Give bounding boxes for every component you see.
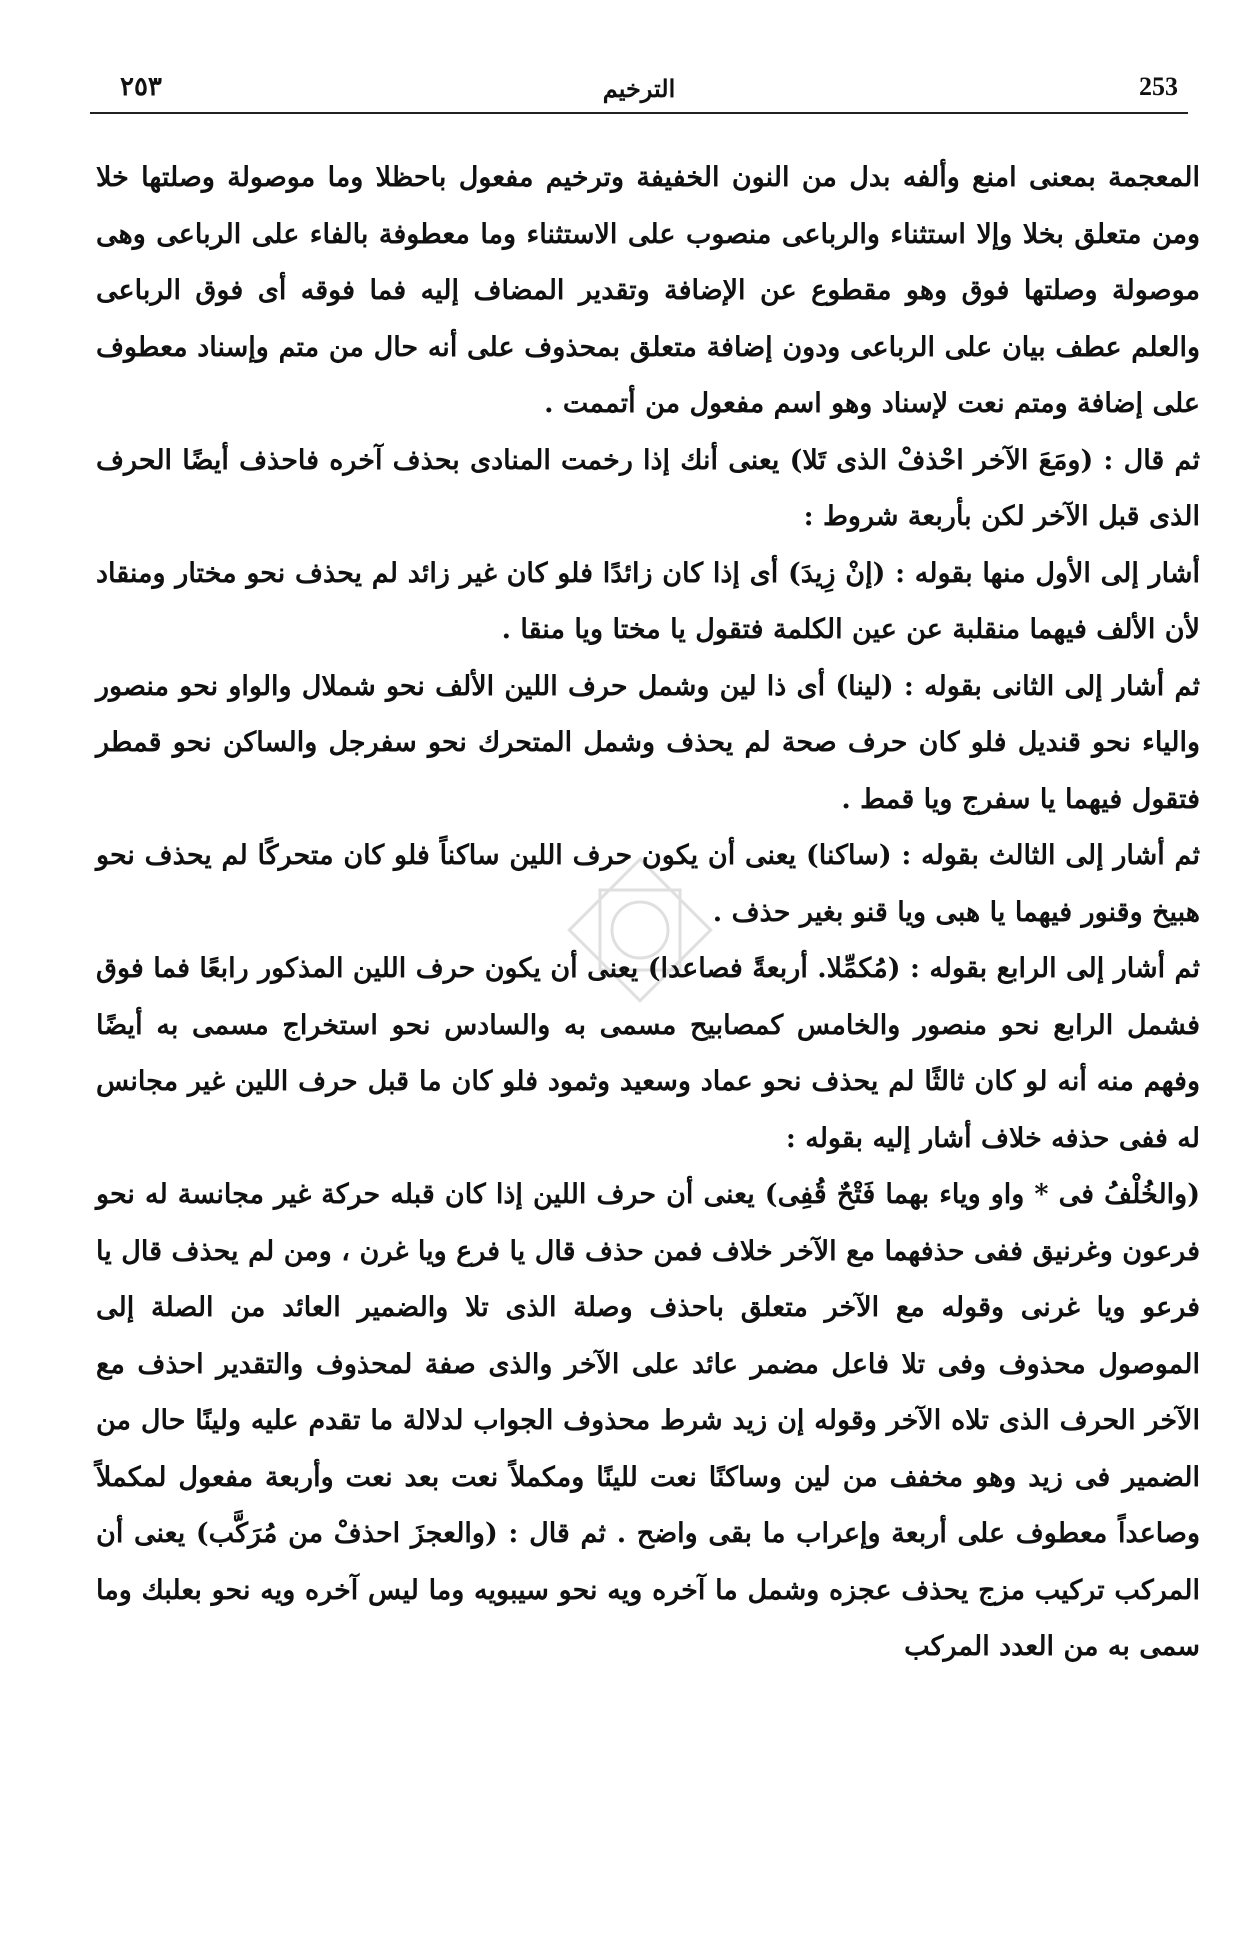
paragraph: ثم أشار إلى الثانى بقوله : (لينا) أى ذا لين وشمل حرف اللين الألف نحو شملال والواو نحو منصور والياء نحو قنديل فلو كان حرف صحة لم يحذف وشمل المتحرك نحو سفرجل والساكن نحو قمطر فتقول فيهما يا سفرج ويا قمط . (96, 670, 1200, 815)
page-number-arabic: ٢٥٣ (120, 72, 162, 102)
chapter-title: الترخيم (602, 74, 676, 103)
paragraph: ثم أشار إلى الثالث بقوله : (ساكنا) يعنى أن يكون حرف اللين ساكناً فلو كان متحركًا لم يحذف نحو هبيخ وقنور فيهما يا هبى ويا قنو بغير حذف . (96, 840, 1200, 928)
page-number: 253 (1139, 72, 1178, 101)
paragraph: المعجمة بمعنى امنع وألفه بدل من النون الخفيفة وترخيم مفعول باحظلا وما موصولة وصلتها خلا ومن متعلق بخلا وإلا استثناء والرباعى منصوب على الاستثناء وما معطوفة بالفاء على الرباعى وهى موصولة وصلتها فوق وهو مقطوع عن الإضافة وتقدير المضاف إليه فما فوقه أى فوق الرباعى والعلم عطف بيان على الرباعى ودون إضافة متعلق بمحذوف على أنه حال من متم وإسناد معطوف على إضافة ومتم نعت لإسناد وهو اسم مفعول من أتممت . (96, 162, 1200, 419)
page-header (90, 62, 1188, 114)
paragraph: ثم أشار إلى الرابع بقوله : (مُكمِّلا. أربعةً فصاعدا) يعنى أن يكون حرف اللين المذكور رابعًا فما فوق فشمل الرابع نحو منصور والخامس كمصابيح مسمى به والسادس نحو استخراج مسمى به أيضًا وفهم منه أنه لو كان ثالثًا لم يحذف نحو عماد وسعيد وثمود فلو كان ما قبل حرف اللين غير مجانس له ففى حذفه خلاف أشار إليه بقوله : (96, 953, 1200, 1154)
paragraph: (والخُلْفُ فى * واو وياء بهما فَتْحٌ قُفِى) يعنى أن حرف اللين إذا كان قبله حركة غير مجانسة له نحو فرعون وغرنيق ففى حذفهما مع الآخر خلاف فمن حذف قال يا فرع ويا غرن ، ومن لم يحذف قال يا فرعو ويا غرنى وقوله مع الآخر متعلق باحذف وصلة الذى تلا والضمير العائد من الصلة إلى الموصول محذوف وفى تلا فاعل مضمر عائد على الآخر والذى صفة لمحذوف والتقدير احذف مع الآخر الحرف الذى تلاه الآخر وقوله إن زيد شرط محذوف الجواب لدلالة ما تقدم عليه ولينًا حال من الضمير فى زيد وهو مخفف من لين وساكنًا نعت للينًا ومكملاً نعت بعد نعت وأربعة مفعول لمكملاً وصاعداً معطوف على أربعة وإعراب ما بقى واضح . ثم قال : (والعجزَ احذفْ من مُرَكَّب) يعنى أن المركب تركيب مزج يحذف عجزه وشمل ما آخره ويه نحو سيبويه وما ليس آخره ويه نحو بعلبك وما سمى به من العدد المركب (96, 1179, 1200, 1662)
paragraph: أشار إلى الأول منها بقوله : (إنْ زِيدَ) أى إذا كان زائدًا فلو كان غير زائد لم يحذف نحو مختار ومنقاد لأن الألف فيهما منقلبة عن عين الكلمة فتقول يا مختا ويا منقا . (96, 557, 1200, 645)
paragraph: ثم قال : (ومَعَ الآخر احْذفْ الذى تَلا) يعنى أنك إذا رخمت المنادى بحذف آخره فاحذف أيضًا الحرف الذى قبل الآخر لكن بأربعة شروط : (96, 444, 1200, 532)
page-body (96, 150, 1200, 1894)
